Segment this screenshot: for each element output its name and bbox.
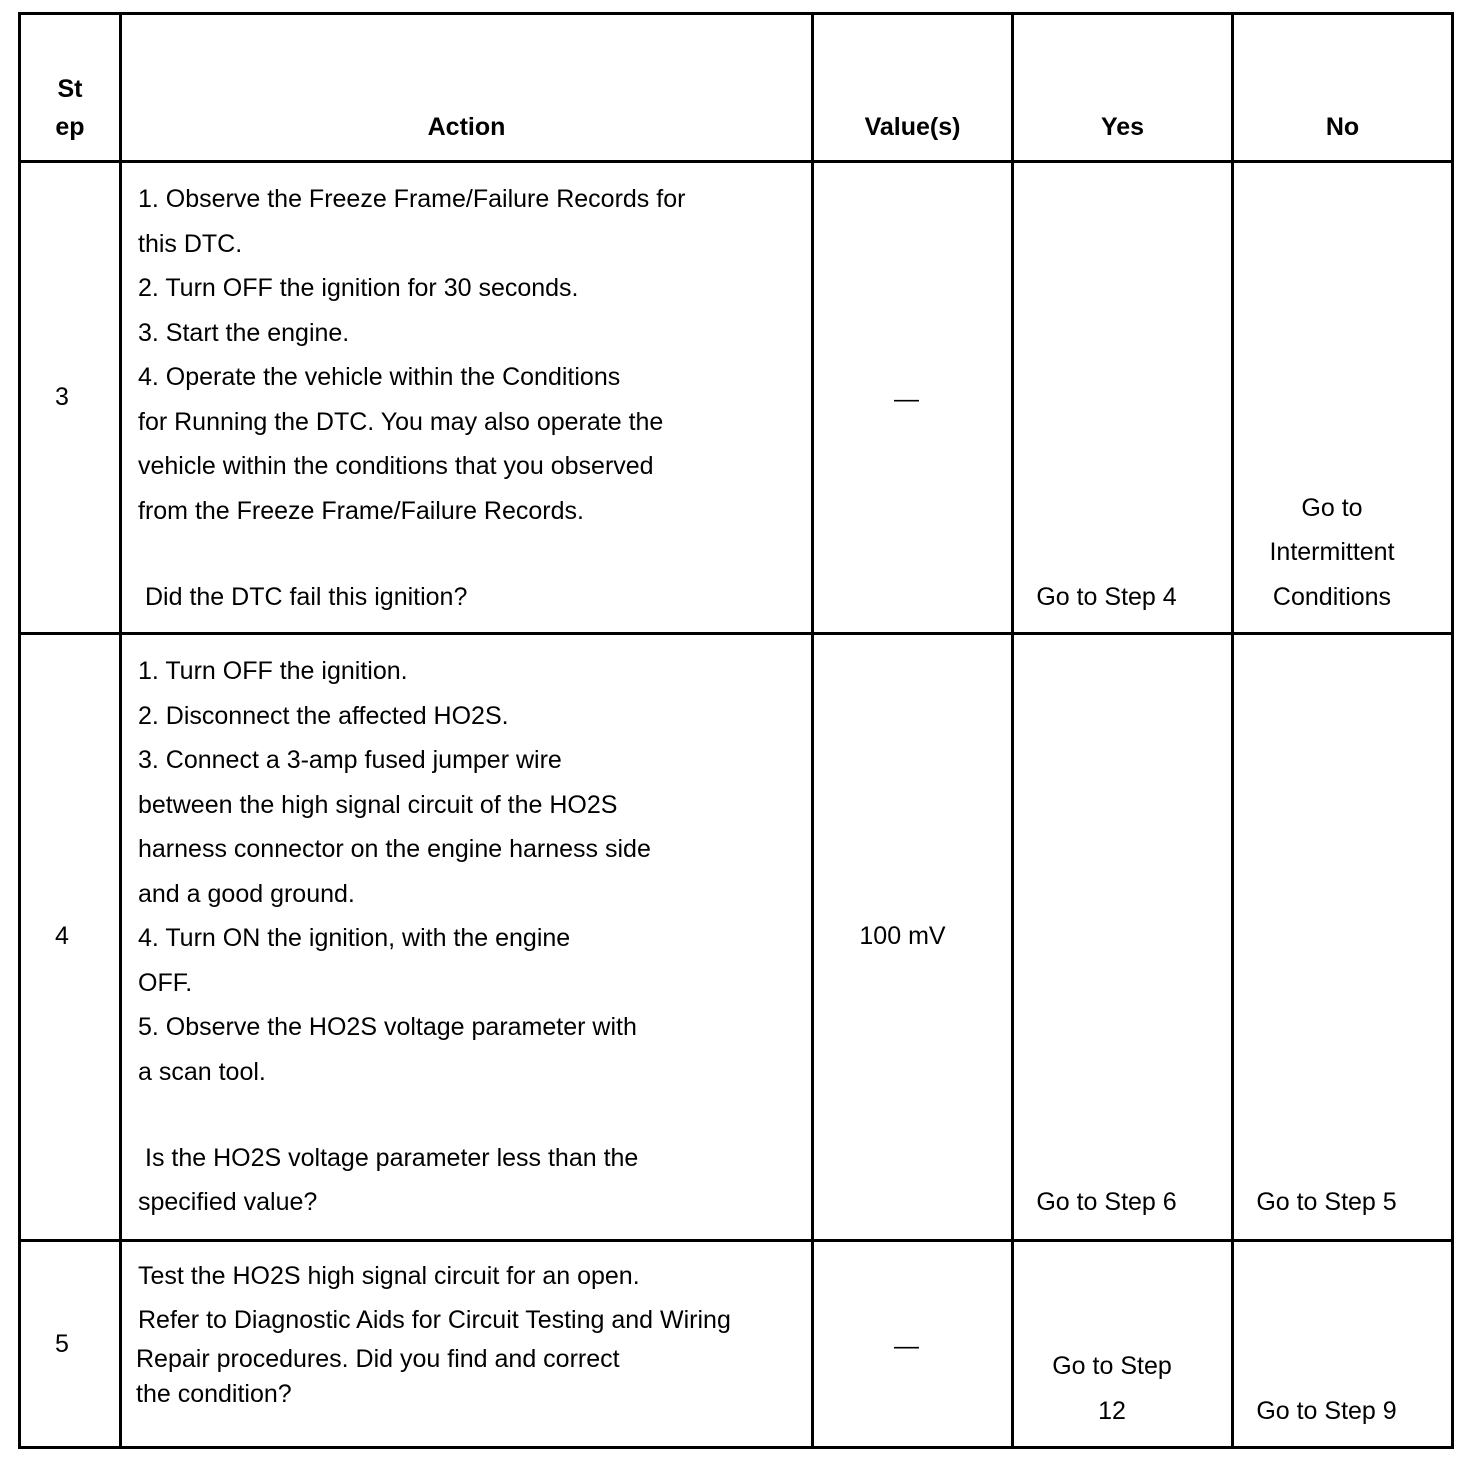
no-line: Intermittent [1269, 538, 1395, 566]
action-line: 2. Turn OFF the ignition for 30 seconds. [138, 274, 579, 302]
header-values: Value(s) [864, 113, 961, 141]
action-question: Is the HO2S voltage parameter less than the [145, 1144, 639, 1172]
action-question: Did the DTC fail this ignition? [145, 583, 468, 611]
header-action: Action [427, 113, 506, 141]
value-cell: — [894, 385, 919, 413]
col-divider-action-value [811, 12, 814, 1449]
action-line: harness connector on the engine harness side [138, 835, 651, 863]
table-border-top [18, 12, 1454, 15]
action-line: OFF. [138, 969, 193, 997]
header-divider [18, 160, 1454, 163]
header-yes: Yes [1100, 113, 1145, 141]
no-line: Conditions [1272, 583, 1392, 611]
header-no: No [1325, 113, 1360, 141]
row-divider-4-5 [18, 1239, 1454, 1242]
table-border-bottom [18, 1446, 1454, 1449]
action-line: 4. Operate the vehicle within the Conditions [138, 363, 621, 391]
action-line: this DTC. [138, 230, 243, 258]
action-line: 2. Disconnect the affected HO2S. [138, 702, 509, 730]
header-step-line2: ep [55, 113, 85, 141]
no-cell: Go to Step 5 [1256, 1188, 1397, 1216]
step-number: 4 [55, 922, 69, 950]
header-step [22, 70, 118, 146]
action-line: Refer to Diagnostic Aids for Circuit Testing and Wiring [138, 1306, 731, 1334]
action-line: 4. Turn ON the ignition, with the engine [138, 924, 571, 952]
value-cell: 100 mV [859, 922, 946, 950]
action-line: 3. Connect a 3-amp fused jumper wire [138, 746, 562, 774]
yes-cell: Go to Step 4 [1036, 583, 1177, 611]
action-line: 1. Observe the Freeze Frame/Failure Records for [138, 185, 686, 213]
step-number: 3 [55, 383, 69, 411]
action-line: for Running the DTC. You may also operate the [138, 408, 664, 436]
col-divider-yes-no [1231, 12, 1234, 1449]
no-line: Go to [1301, 494, 1363, 522]
table-border-right [1451, 12, 1454, 1449]
action-line: Test the HO2S high signal circuit for an open. [138, 1262, 640, 1290]
action-line: 3. Start the engine. [138, 319, 350, 347]
action-line: from the Freeze Frame/Failure Records. [138, 497, 584, 525]
no-cell: Go to Step 9 [1256, 1397, 1397, 1425]
action-line: between the high signal circuit of the HO2S [138, 791, 618, 819]
yes-line: Go to Step [1052, 1352, 1172, 1380]
yes-line: 12 [1098, 1397, 1126, 1425]
step-number: 5 [55, 1330, 69, 1358]
value-cell: — [894, 1332, 919, 1360]
action-line: the condition? [136, 1380, 292, 1408]
action-line: 5. Observe the HO2S voltage parameter with [138, 1013, 637, 1041]
yes-cell: Go to Step 6 [1036, 1188, 1177, 1216]
action-line: Repair procedures. Did you find and correct [136, 1345, 620, 1373]
action-question: specified value? [138, 1188, 318, 1216]
row-divider-3-4 [18, 632, 1454, 635]
action-line: and a good ground. [138, 880, 355, 908]
action-line: vehicle within the conditions that you observed [138, 452, 654, 480]
col-divider-value-yes [1011, 12, 1014, 1449]
col-divider-step-action [119, 12, 122, 1449]
table-border-left [18, 12, 21, 1449]
action-line: a scan tool. [138, 1058, 266, 1086]
header-step-line1: St [57, 75, 83, 103]
action-line: 1. Turn OFF the ignition. [138, 657, 408, 685]
